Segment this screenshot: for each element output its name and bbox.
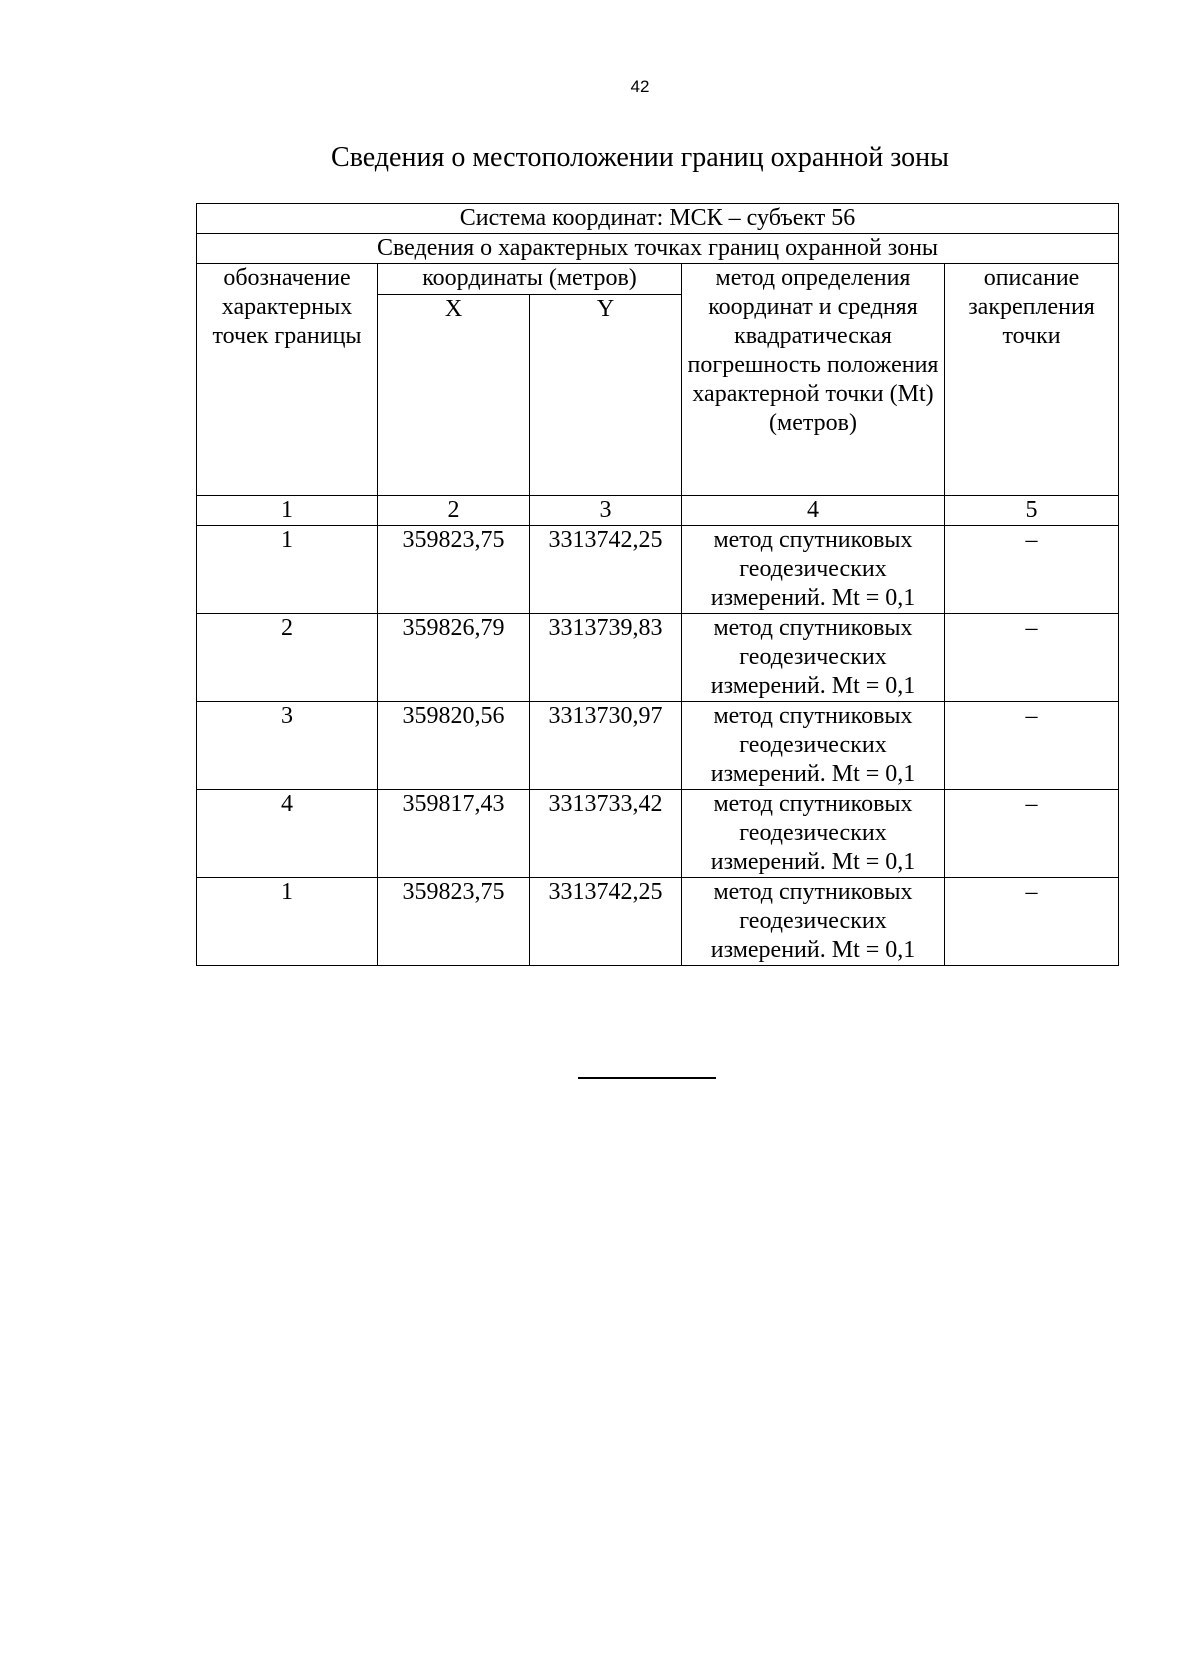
header-coordinates: координаты (метров)	[378, 264, 682, 295]
table-row	[197, 702, 1119, 790]
method-text: метод спутниковых геодезических измерений. Mt = 0,1	[682, 526, 945, 614]
document-title: Сведения о местоположении границ охранной зоны	[331, 142, 949, 173]
header-point-designation: обозначение характерных точек границы	[197, 264, 378, 496]
header-y: Y	[530, 295, 682, 496]
y-coordinate: 3313742,25	[530, 878, 682, 966]
method-text: метод спутниковых геодезических измерений. Mt = 0,1	[682, 878, 945, 966]
boundary-points-table	[196, 203, 1119, 966]
y-coordinate: 3313730,97	[530, 702, 682, 790]
header-method: метод определения координат и средняя квадратическая погрешность положения характерной точки (Mt) (метров)	[682, 264, 945, 496]
column-number: 5	[945, 496, 1119, 526]
fixing-description: –	[945, 526, 1119, 614]
x-coordinate: 359817,43	[378, 790, 530, 878]
fixing-description: –	[945, 790, 1119, 878]
y-coordinate: 3313733,42	[530, 790, 682, 878]
point-id: 2	[197, 614, 378, 702]
method-text: метод спутниковых геодезических измерений. Mt = 0,1	[682, 702, 945, 790]
x-coordinate: 359826,79	[378, 614, 530, 702]
table-row	[197, 790, 1119, 878]
point-id: 1	[197, 878, 378, 966]
page-number: 42	[630, 77, 650, 96]
x-coordinate: 359820,56	[378, 702, 530, 790]
fixing-description: –	[945, 878, 1119, 966]
table-row	[197, 614, 1119, 702]
fixing-description: –	[945, 614, 1119, 702]
section-heading-cell: Сведения о характерных точках границ охранной зоны	[197, 234, 1119, 264]
table-row	[197, 878, 1119, 966]
point-id: 1	[197, 526, 378, 614]
method-text: метод спутниковых геодезических измерений. Mt = 0,1	[682, 790, 945, 878]
column-number: 4	[682, 496, 945, 526]
x-coordinate: 359823,75	[378, 878, 530, 966]
column-number: 2	[378, 496, 530, 526]
coordinate-system-cell: Система координат: МСК – субъект 56	[197, 204, 1119, 234]
header-x: X	[378, 295, 530, 496]
fixing-description: –	[945, 702, 1119, 790]
y-coordinate: 3313742,25	[530, 526, 682, 614]
point-id: 4	[197, 790, 378, 878]
column-number: 3	[530, 496, 682, 526]
x-coordinate: 359823,75	[378, 526, 530, 614]
table-row	[197, 526, 1119, 614]
point-id: 3	[197, 702, 378, 790]
end-of-document-rule	[578, 1077, 716, 1079]
column-numbers-row	[197, 496, 1119, 526]
method-text: метод спутниковых геодезических измерений. Mt = 0,1	[682, 614, 945, 702]
header-description: описание закрепления точки	[945, 264, 1119, 496]
column-number: 1	[197, 496, 378, 526]
y-coordinate: 3313739,83	[530, 614, 682, 702]
